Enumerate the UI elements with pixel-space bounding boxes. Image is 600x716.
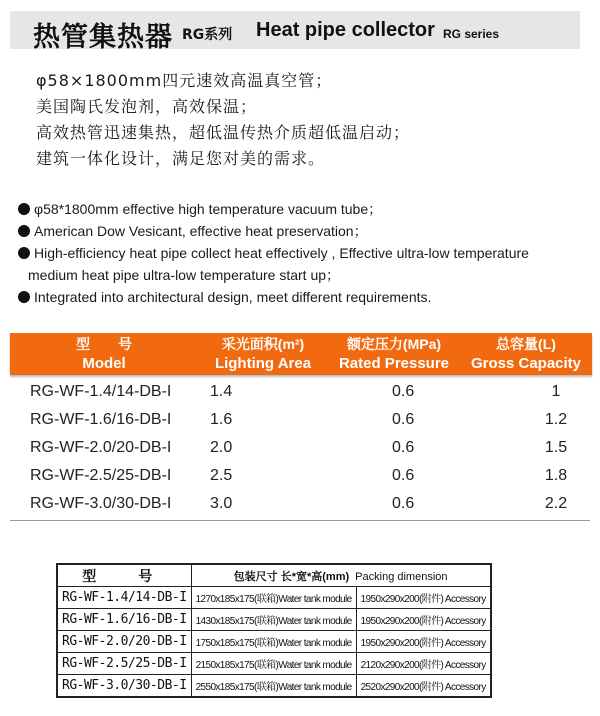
col-header-packing-dimension: 包装尺寸 长*宽*高(mm) Packing dimension — [191, 564, 491, 587]
table-bottom-rule — [10, 520, 590, 521]
col-header-model: 型 号 — [57, 564, 191, 587]
feature-en: American Dow Vesicant, effective heat preservation； — [18, 220, 529, 242]
col-header-capacity: 总容量(L) Gross Capacity — [470, 336, 582, 372]
table-row: RG-WF-3.0/30-DB-I 2550x185x175(联箱)Water tank module 2520x290x200(附件) Accessory — [57, 675, 491, 698]
table-row: RG-WF-2.5/25-DB-I 2.5 0.6 1.8 — [30, 467, 568, 484]
col-header-model: 型 号 Model — [76, 336, 132, 372]
table-row: RG-WF-1.4/14-DB-I 1270x185x175(联箱)Water tank module 1950x290x200(附件) Accessory — [57, 587, 491, 609]
table-row: RG-WF-1.6/16-DB-I 1430x185x175(联箱)Water tank module 1950x290x200(附件) Accessory — [57, 609, 491, 631]
table-row: RG-WF-2.0/20-DB-I 1750x185x175(联箱)Water tank module 1950x290x200(附件) Accessory — [57, 631, 491, 653]
table-row: RG-WF-1.4/14-DB-I 1.4 0.6 1 — [30, 383, 561, 400]
table-row: RG-WF-2.5/25-DB-I 2150x185x175(联箱)Water tank module 2120x290x200(附件) Accessory — [57, 653, 491, 675]
series-en: RG series — [443, 27, 500, 41]
packing-table-header — [57, 564, 491, 587]
features-zh-list — [36, 68, 410, 172]
feature-en-continuation: medium heat pipe ultra-low temperature start up； — [28, 267, 341, 283]
spec-table — [10, 333, 592, 521]
feature-zh: 高效热管迅速集热，超低温传热介质超低温启动； — [36, 123, 411, 142]
table-row: RG-WF-2.0/20-DB-I 2.0 0.6 1.5 — [30, 439, 568, 456]
packing-table — [56, 563, 492, 698]
table-row: RG-WF-3.0/30-DB-I 3.0 0.6 2.2 — [30, 495, 568, 512]
bullet-icon — [18, 291, 30, 303]
features-en-list — [18, 198, 529, 308]
feature-en: High-efficiency heat pipe collect heat effectively , Effective ultra-low temperature — [18, 242, 529, 264]
col-header-area: 采光面积(m²) Lighting Area — [214, 336, 312, 372]
title-en: Heat pipe collector — [256, 19, 435, 41]
feature-en: Integrated into architectural design, meet different requirements. — [18, 286, 529, 308]
spec-table-body — [10, 378, 592, 518]
table-row: RG-WF-1.6/16-DB-I 1.6 0.6 1.2 — [30, 411, 568, 428]
feature-en: φ58*1800mm effective high temperature vacuum tube； — [18, 198, 529, 220]
col-header-pressure: 额定压力(MPa) Rated Pressure — [338, 336, 450, 372]
feature-zh: 建筑一体化设计，满足您对美的需求。 — [36, 149, 326, 168]
feature-zh: φ58×1800mm四元速效高温真空管； — [36, 71, 333, 90]
title-zh: 热管集热器 — [33, 22, 173, 53]
bullet-icon — [18, 225, 30, 237]
spec-table-header — [10, 333, 592, 375]
feature-zh: 美国陶氏发泡剂，高效保温； — [36, 97, 258, 116]
bullet-icon — [18, 203, 30, 215]
title-bar — [10, 11, 580, 53]
series-zh: RG系列 — [182, 27, 233, 43]
bullet-icon — [18, 247, 30, 259]
